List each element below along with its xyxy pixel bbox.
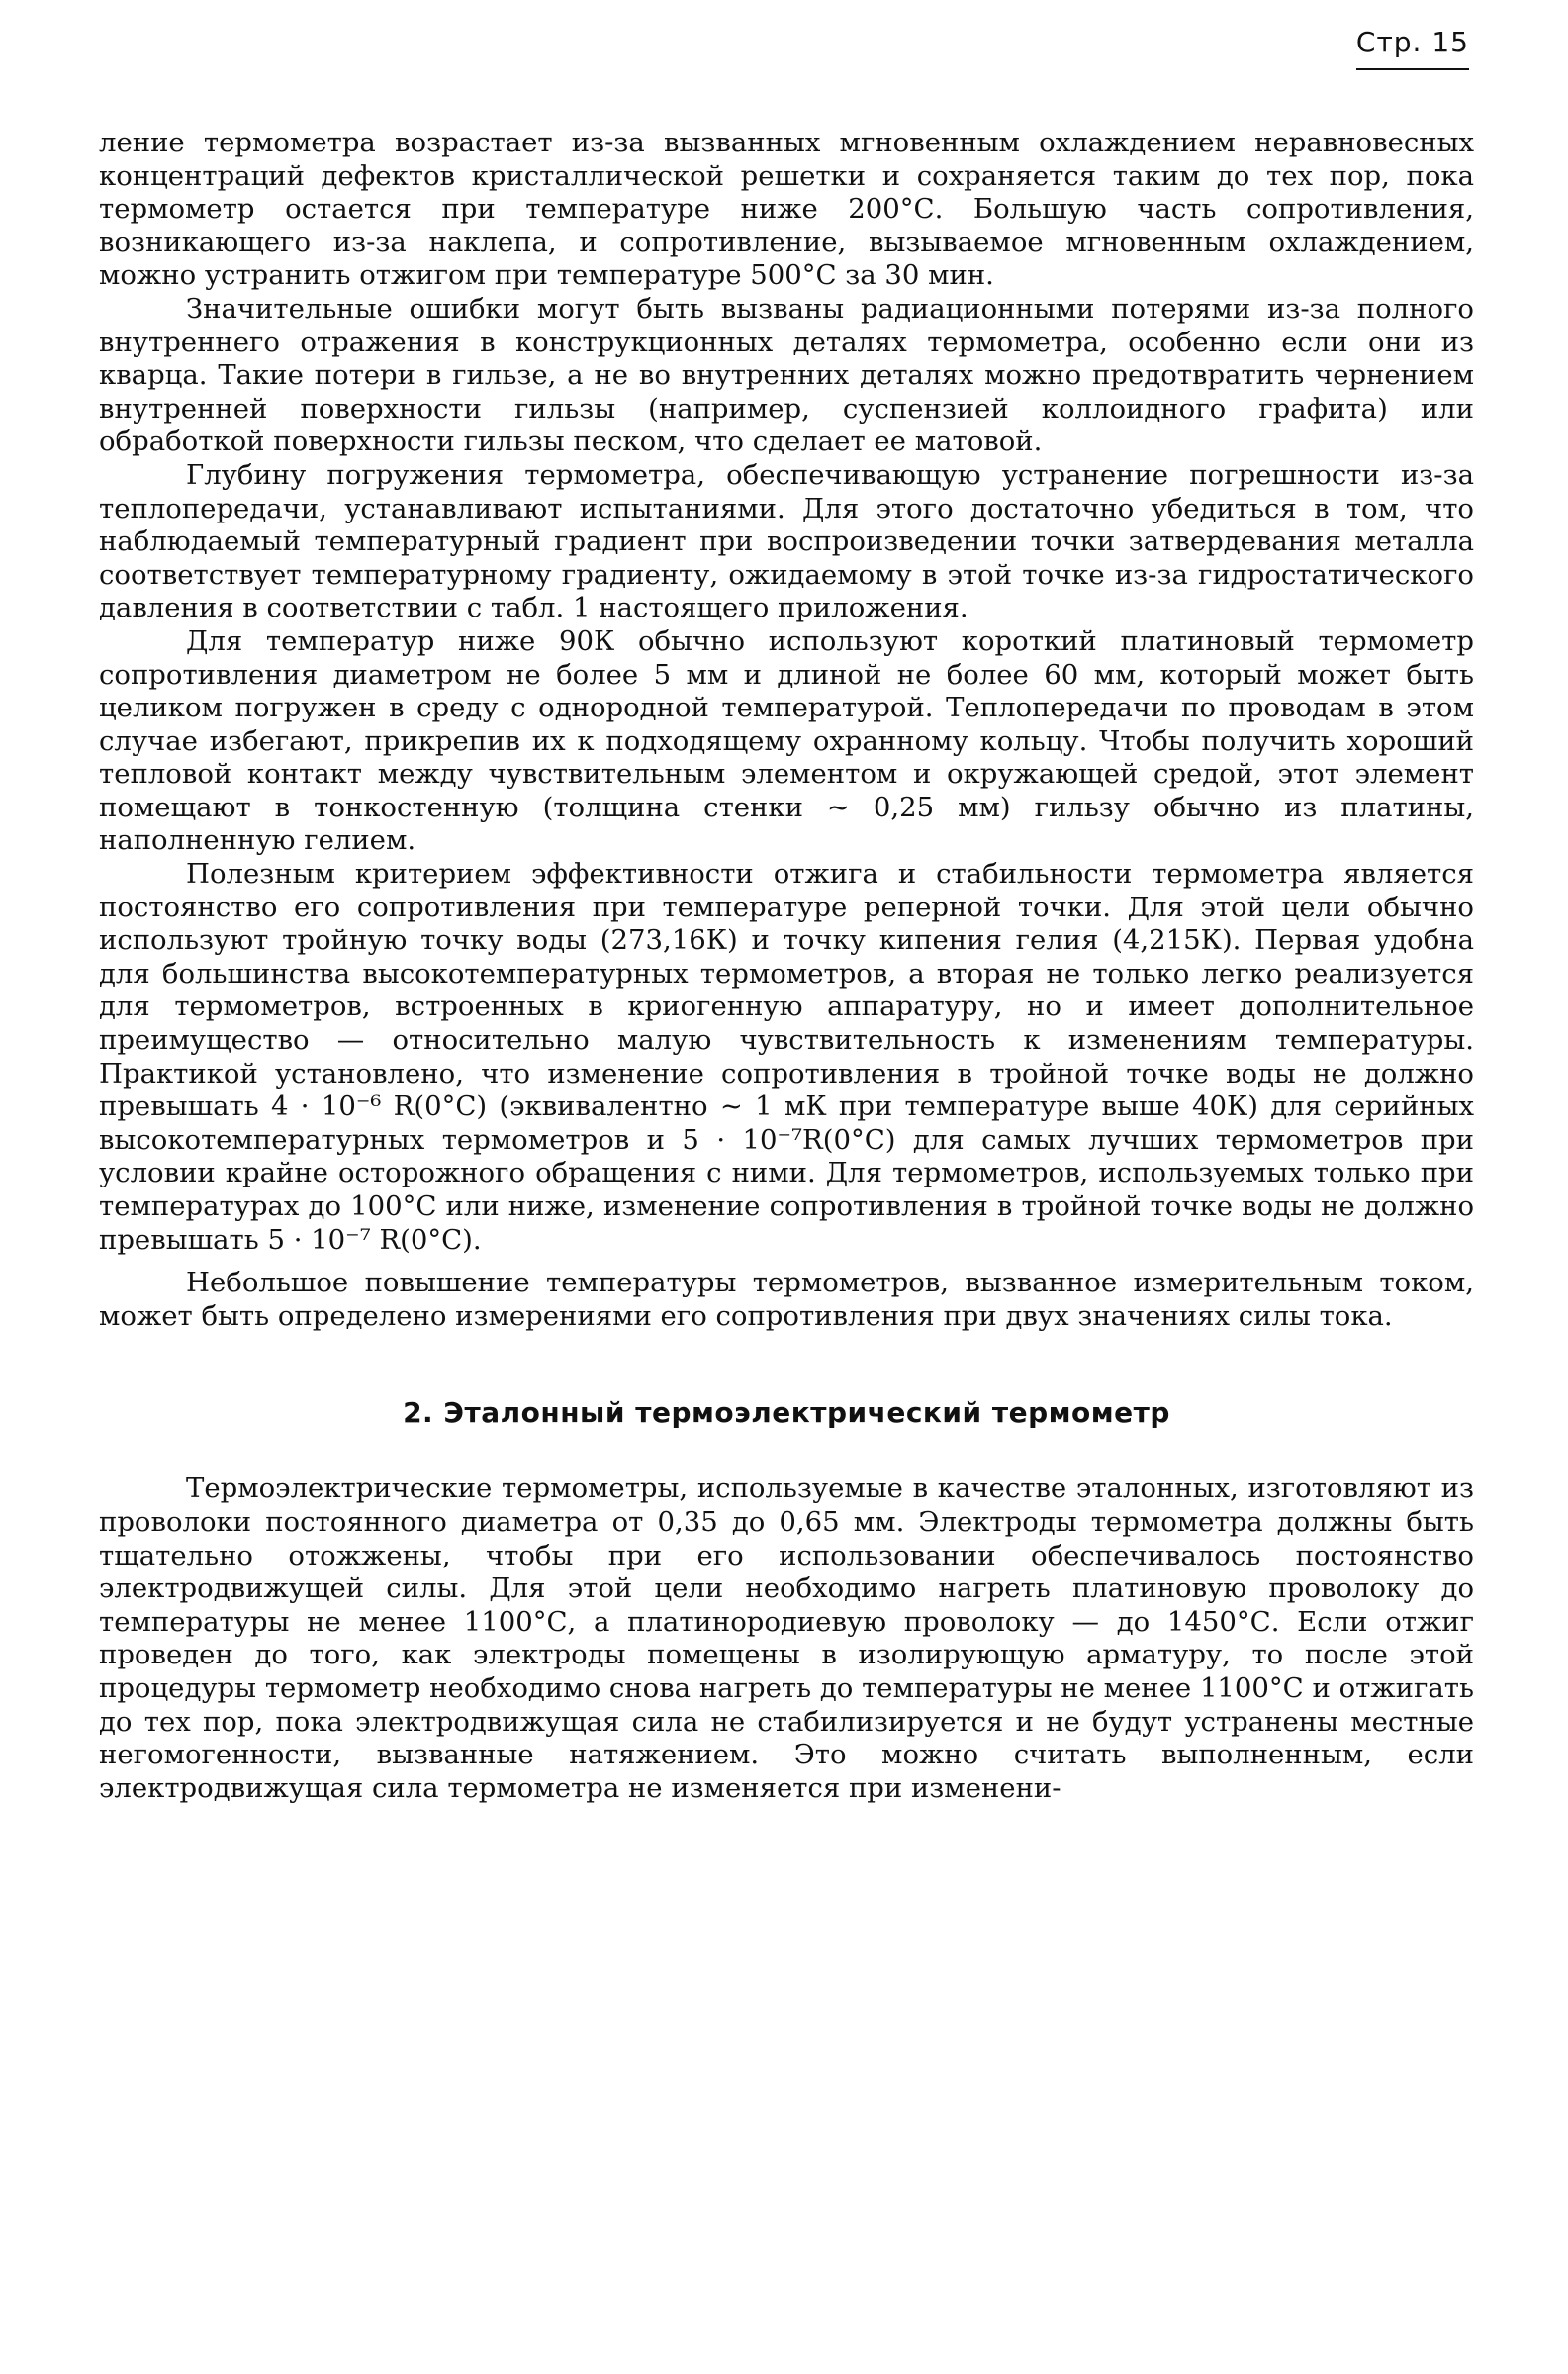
page-number: Стр. 15	[1356, 26, 1469, 70]
paragraph-immersion-depth: Глубину погружения термометра, обеспечивающую устранение погрешности из-за теплопередачи, устанавливают испытаниями. Для этого достаточно убедиться в том, что наблюдаемый температурный градиент при воспроизведении точки затвердевания металла соответствует температурному градиенту, ожидаемому в этой точке из-за гидростатического давления в соответствии с табл. 1 настоящего приложения.	[99, 458, 1474, 624]
paragraph-low-temperature-thermometer: Для температур ниже 90К обычно используют короткий платиновый термометр сопротивления диаметром не более 5 мм и длиной не более 60 мм, который может быть целиком погружен в среду с однородной температурой. Теплопередачи по проводам в этом случае избегают, прикрепив их к подходящему охранному кольцу. Чтобы получить хороший тепловой контакт между чувствительным элементом и окружающей средой, этот элемент помещают в тонкостенную (толщина стенки ~ 0,25 мм) гильзу обычно из платины, наполненную гелием.	[99, 624, 1474, 857]
paragraph-radiation-losses: Значительные ошибки могут быть вызваны радиационными потерями из-за полного внутреннего отражения в конструкционных деталях термометра, особенно если они из кварца. Такие потери в гильзе, а не во внутренних деталях можно предотвратить чернением внутренней поверхности гильзы (например, суспензией коллоидного графита) или обработкой поверхности гильзы песком, что сделает ее матовой.	[99, 292, 1474, 458]
paragraph-self-heating: Небольшое повышение температуры термометров, вызванное измерительным током, может быть определено измерениями его сопротивления при двух значениях силы тока.	[99, 1267, 1474, 1332]
paragraph-stability-criterion: Полезным критерием эффективности отжига и стабильности термометра является постоянство его сопротивления при температуре реперной точки. Для этой цели обычно используют тройную точку воды (273,16К) и точку кипения гелия (4,215К). Первая удобна для большинства высокотемпературных термометров, а вторая не только легко реализуется для термометров, встроенных в криогенную аппаратуру, но и имеет дополнительное преимущество — относительно малую чувствительность к изменениям температуры. Практикой установлено, что изменение сопротивления в тройной точке воды не должно превышать 4 · 10⁻⁶ R(0°С) (эквивалентно ~ 1 мК при температуре выше 40К) для серийных высокотемпературных термометров и 5 · 10⁻⁷R(0°С) для самых лучших термометров при условии крайне осторожного обращения с ними. Для термометров, используемых только при температурах до 100°С или ниже, изменение сопротивления в тройной точке воды не должно превышать 5 · 10⁻⁷ R(0°С).	[99, 858, 1474, 1256]
section-heading: 2. Эталонный термоэлектрический термометр	[403, 1396, 1170, 1430]
page-body	[99, 127, 1474, 1805]
paragraph-thermoelectric-thermometer: Термоэлектрические термометры, используемые в качестве эталонных, изготовляют из проволоки постоянного диаметра от 0,35 до 0,65 мм. Электроды термометра должны быть тщательно отожжены, чтобы при его использовании обеспечивалось постоянство электродвижущей силы. Для этой цели необходимо нагреть платиновую проволоку до температуры не менее 1100°С, а платинородиевую проволоку — до 1450°С. Если отжиг проведен до того, как электроды помещены в изолирующую арматуру, то после этой процедуры термометр необходимо снова нагреть до температуры не менее 1100°С и отжигать до тех пор, пока электродвижущая сила не стабилизируется и не будут устранены местные негомогенности, вызванные натяжением. Это можно считать выполненным, если электродвижущая сила термометра не изменяется при изменени-	[99, 1472, 1474, 1804]
paragraph-annealing-continuation: ление термометра возрастает из-за вызванных мгновенным охлаждением неравновесных концентраций дефектов кристаллической решетки и сохраняется таким до тех пор, пока термометр остается при температуре ниже 200°С. Большую часть сопротивления, возникающего из-за наклепа, и сопротивление, вызываемое мгновенным охлаждением, можно устранить отжигом при температуре 500°С за 30 мин.	[99, 127, 1474, 292]
page-header	[1356, 26, 1469, 70]
